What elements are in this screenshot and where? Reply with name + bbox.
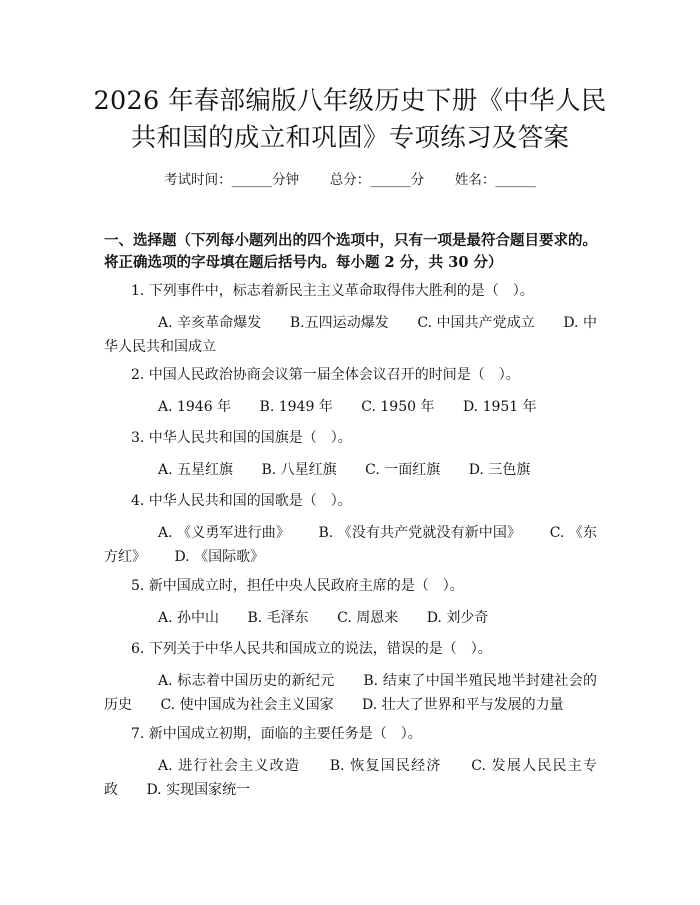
option-b[interactable]: B. 1949 年 (259, 399, 333, 415)
option-a[interactable]: A. 孙中山 (158, 610, 220, 626)
option-d[interactable]: D. 1951 年 (462, 399, 537, 415)
option-a[interactable]: A. 辛亥革命爆发 (158, 315, 262, 331)
page-title-line-2: 共和国的成立和巩固》专项练习及答案 (130, 123, 570, 153)
question-3-options (104, 458, 597, 482)
question-4-options (104, 521, 597, 569)
question-7-stem: 7. 新中国成立初期，面临的主要任务是（ ）。 (131, 726, 422, 742)
option-a[interactable]: A. 标志着中国历史的新纪元 (158, 673, 335, 689)
page-title-line-1: 2026 年春部编版八年级历史下册《中华人民 (93, 86, 607, 116)
question-1-stem: 1. 下列事件中，标志着新民主主义革命取得伟大胜利的是（ ）。 (131, 283, 534, 299)
option-d[interactable]: D. 三色旗 (468, 462, 531, 478)
option-b[interactable]: B. 《没有共产党就没有新中国》 (318, 525, 522, 541)
option-c[interactable]: C. 使中国成为社会主义国家 (160, 697, 334, 713)
question-2-options (104, 395, 597, 419)
option-a[interactable]: A. 进行社会主义改造 (158, 758, 301, 774)
option-b[interactable]: B. 毛泽东 (247, 610, 309, 626)
exam-info (0, 170, 700, 190)
question-7-options (104, 754, 597, 802)
question-2-stem: 2. 中国人民政治协商会议第一届全体会议召开的时间是（ ）。 (131, 367, 520, 383)
question-4-stem: 4. 中华人民共和国的国歌是（ ）。 (131, 493, 352, 509)
option-d[interactable]: D. 实现国家统一 (146, 782, 251, 798)
option-d[interactable]: D. 《国际歌》 (174, 549, 265, 565)
question-3-stem: 3. 中华人民共和国的国旗是（ ）。 (131, 430, 352, 446)
option-d[interactable]: D. 中华人民共和国成立 (104, 315, 597, 355)
option-c[interactable]: C. 1950 年 (361, 399, 435, 415)
option-c[interactable]: C. 周恩来 (337, 610, 399, 626)
option-c[interactable]: C. 《东方红》 (104, 525, 598, 565)
option-a[interactable]: A. 《义勇军进行曲》 (158, 525, 290, 541)
option-b[interactable]: B.五四运动爆发 (289, 315, 389, 331)
option-a[interactable]: A. 五星红旗 (158, 462, 234, 478)
option-b[interactable]: B. 八星红旗 (261, 462, 337, 478)
question-5-stem: 5. 新中国成立时，担任中央人民政府主席的是（ ）。 (131, 578, 464, 594)
exam-time-field: 考试时间：______分钟 (164, 172, 300, 188)
option-c[interactable]: C. 一面红旗 (365, 462, 441, 478)
option-c[interactable]: C. 发展人民民主专政 (104, 758, 598, 798)
option-a[interactable]: A. 1946 年 (158, 399, 232, 415)
option-b[interactable]: B. 恢复国民经济 (329, 758, 442, 774)
option-d[interactable]: D. 刘少奇 (426, 610, 489, 626)
section-heading: 一、选择题（下列每小题列出的四个选项中，只有一项是最符合题目要求的。将正确选项的字母填在题后括号内。每小题 2 分，共 30 分） (104, 232, 597, 271)
question-6-options (104, 669, 597, 717)
student-name-field: 姓名：______ (454, 172, 536, 188)
option-b[interactable]: B. 结束了中国半殖民地半封建社会的历史 (104, 673, 597, 713)
question-5-options (104, 606, 597, 630)
total-score-field: 总分：______分 (329, 172, 425, 188)
option-d[interactable]: D. 壮大了世界和平与发展的力量 (362, 697, 564, 713)
question-6-stem: 6. 下列关于中华人民共和国成立的说法，错误的是（ ）。 (131, 641, 492, 657)
question-1-options (104, 311, 597, 359)
option-c[interactable]: C. 中国共产党成立 (417, 315, 535, 331)
